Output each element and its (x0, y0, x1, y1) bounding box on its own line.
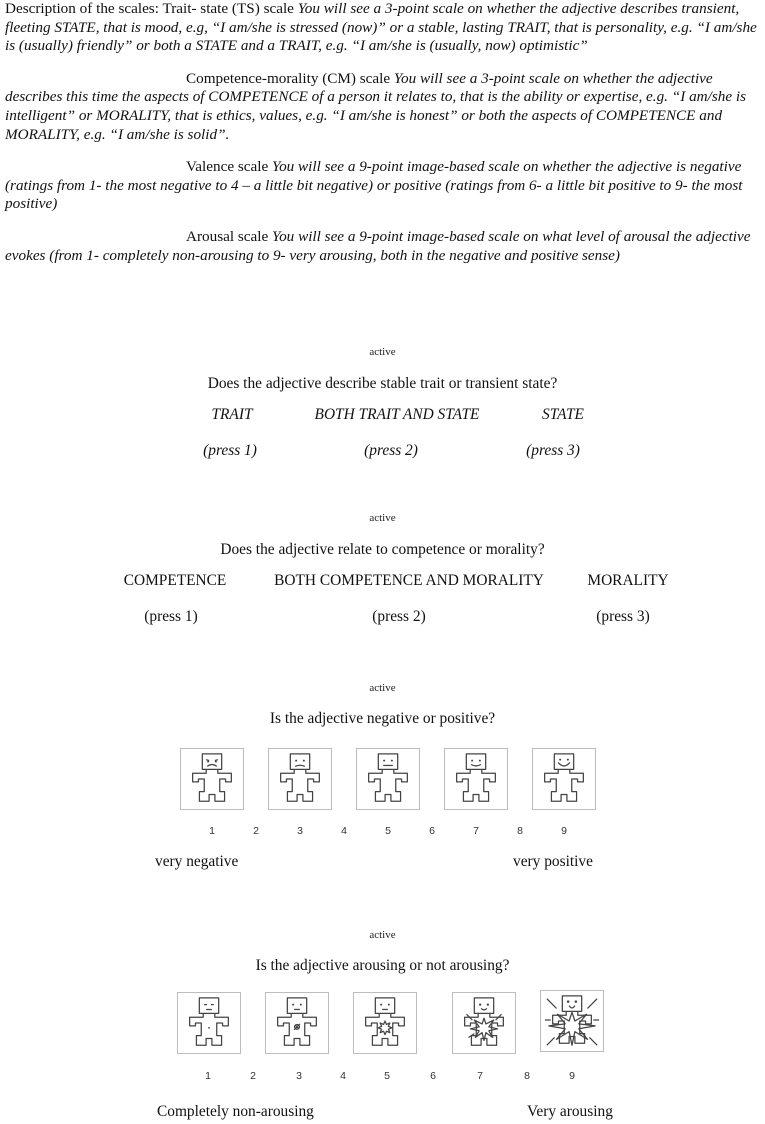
sam-valence-5-icon (356, 748, 420, 810)
sam-arousal-9-icon (540, 990, 604, 1052)
cm-key-1: (press 1) (144, 608, 198, 625)
cm-scale-name: Competence-morality (CM) scale (186, 69, 394, 87)
arousal-high-label: Very arousing (527, 1103, 613, 1120)
valence-number-8: 8 (517, 825, 523, 837)
scales-description (5, 0, 761, 265)
valence-number-6: 6 (429, 825, 435, 837)
valence-number-3: 3 (297, 825, 303, 837)
sam-arousal-3-icon (265, 992, 329, 1054)
arousal-low-label: Completely non-arousing (157, 1103, 314, 1120)
cm-key-2: (press 2) (372, 608, 426, 625)
ts-key-3: (press 3) (526, 442, 580, 459)
valence-low-label: very negative (155, 853, 239, 870)
sam-valence-3-icon (268, 748, 332, 810)
arousal-number-9: 9 (569, 1070, 575, 1082)
arousal-active-label: active (369, 929, 396, 941)
arousal-number-5: 5 (384, 1070, 390, 1082)
arousal-number-2: 2 (250, 1070, 256, 1082)
arousal-number-8: 8 (524, 1070, 530, 1082)
arousal-number-1: 1 (205, 1070, 211, 1082)
arousal-number-6: 6 (430, 1070, 436, 1082)
ts-key-1: (press 1) (203, 442, 257, 459)
valence-number-9: 9 (561, 825, 567, 837)
arousal-scale-name: Arousal scale (186, 227, 273, 245)
arousal-question: Is the adjective arousing or not arousing? (255, 957, 510, 974)
cm-option-morality: MORALITY (587, 572, 669, 589)
valence-description (5, 158, 761, 214)
ts-question: Does the adjective describe stable trait or transient state? (207, 375, 558, 392)
sam-arousal-5-icon (353, 992, 417, 1054)
cm-active-label: active (369, 512, 396, 524)
sam-valence-1-icon (180, 748, 244, 810)
valence-scale-text: You will see a 9-point image-based scale on whether the adjective is negative (ratings from 1- the most negative to 4 – a little bit negative) or positive (ratings from 6- a little bit positive to 9- the most positive) (5, 158, 743, 213)
ts-scale-name: Trait- state (TS) scale (162, 0, 298, 17)
sam-valence-7-icon (444, 748, 508, 810)
sam-arousal-7-icon (452, 992, 516, 1054)
arousal-description (5, 228, 761, 265)
ts-active-label: active (369, 346, 396, 358)
cm-option-competence: COMPETENCE (123, 572, 227, 589)
arousal-scale-text: You will see a 9-point image-based scale on what level of arousal the adjective evokes (from 1- completely non-arousing to 9- very arousing, both in the negative and positive sense) (5, 227, 751, 264)
valence-number-1: 1 (209, 825, 215, 837)
arousal-number-7: 7 (477, 1070, 483, 1082)
ts-option-state: STATE (542, 406, 584, 423)
sam-arousal-1-icon (177, 992, 241, 1054)
arousal-number-3: 3 (296, 1070, 302, 1082)
ts-key-2: (press 2) (364, 442, 418, 459)
valence-high-label: very positive (513, 853, 593, 870)
valence-scale-name: Valence scale (186, 158, 273, 176)
valence-number-7: 7 (473, 825, 479, 837)
cm-key-3: (press 3) (596, 608, 650, 625)
valence-question: Is the adjective negative or positive? (269, 710, 496, 727)
ts-scale-text: You will see a 3-point scale on whether the adjective describes transient, fleeting STATE, that is mood, e.g, “I am/she is stressed (now)” or a stable, lasting TRAIT, that is personality, e.g. “I am/she is (usually) friendly” or both a STATE and a TRAIT, e.g. “I am/she is (usually, now) optimistic” (5, 0, 757, 55)
valence-number-5: 5 (385, 825, 391, 837)
valence-number-2: 2 (253, 825, 259, 837)
ts-description (5, 0, 761, 56)
cm-description (5, 70, 761, 144)
ts-option-both: BOTH TRAIT AND STATE (314, 406, 480, 423)
sam-valence-9-icon (532, 748, 596, 810)
cm-option-both: BOTH COMPETENCE AND MORALITY (274, 572, 544, 589)
cm-question: Does the adjective relate to competence or morality? (220, 541, 545, 558)
description-intro: Description of the scales: (5, 0, 163, 17)
ts-option-trait: TRAIT (211, 406, 253, 423)
cm-scale-text: You will see a 3-point scale on whether the adjective describes this time the aspects of COMPETENCE of a person it relates to, that is the ability or expertise, e.g. “I am/she is intelligent” or MORALITY, that is ethics, values, e.g. “I am/she is honest” or both the aspects of COMPETENCE and MORALITY, e.g. “I am/she is solid”. (5, 69, 747, 143)
arousal-number-4: 4 (340, 1070, 346, 1082)
valence-active-label: active (369, 682, 396, 694)
valence-number-4: 4 (341, 825, 347, 837)
